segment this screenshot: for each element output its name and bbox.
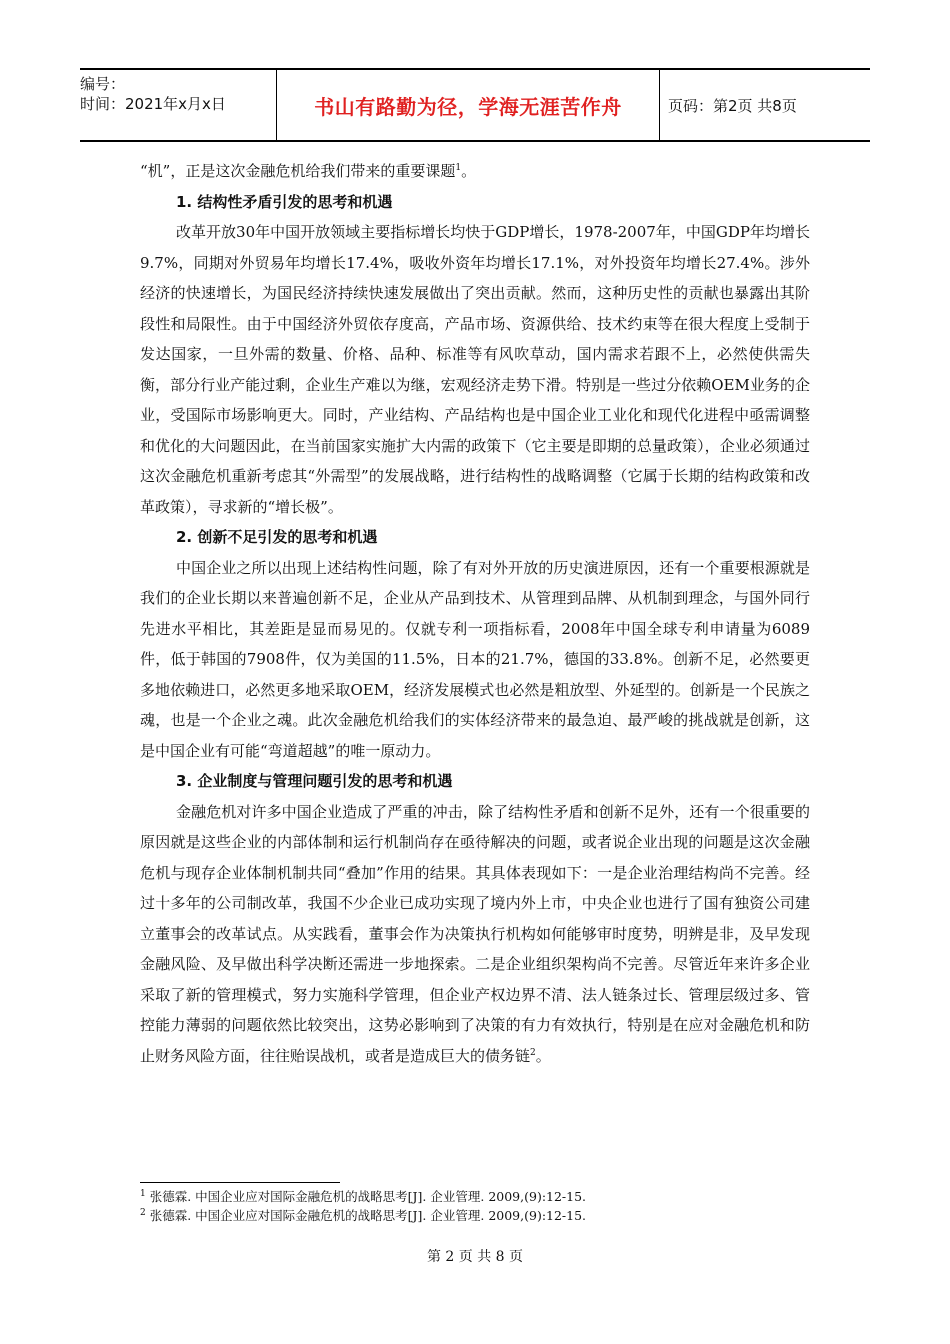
section-heading-2: 2. 创新不足引发的思考和机遇 — [176, 528, 378, 546]
document-date: 时间：2021年x月x日 — [80, 95, 226, 113]
section-heading-1: 1. 结构性矛盾引发的思考和机遇 — [176, 192, 393, 211]
paragraph-intro-text: “机”，正是这次金融危机给我们带来的重要课题 — [140, 162, 456, 180]
paragraph-management-end: 。 — [535, 1046, 551, 1065]
footnote-2-text: 张德霖. 中国企业应对国际金融危机的战略思考[J]. 企业管理. 2009,(9):12-15. — [149, 1208, 587, 1223]
body-content — [140, 156, 810, 1071]
footnote-ref-2[interactable]: 2 — [530, 1047, 536, 1058]
footnote-divider — [140, 1182, 340, 1183]
paragraph-management-text: 金融危机对许多中国企业造成了严重的冲击，除了结构性矛盾和创新不足外，还有一个很重要的原因就是这些企业的内部体制和运行机制尚存在亟待解决的问题，或者说企业出现的问题是这次金融危机与现存企业体制机制共同“叠加”作用的结果。其具体表现如下：一是企业治理结构尚不完善。经过十多年的公司制改革，我国不少企业已成功实现了境内外上市，中央企业也进行了国有独资公司建立董事会的改革试点。从实践看，董事会作为决策执行机构如何能够审时度势，明辨是非，及早发现金融风险、及早做出科学决断还需进一步地探索。二是企业组织架构尚不完善。尽管近年来许多企业采取了新的管理模式，努力实施科学管理，但企业产权边界不清、法人链条过长、管理层级过多、管控能力薄弱的问题依然比较突出，这势必影响到了决策的有力有效执行，特别是在应对金融危机和防止财务风险方面，往往贻误战机，或者是造成巨大的债务链 — [140, 802, 810, 1065]
document-id-label: 编号： — [80, 75, 126, 93]
paragraph-management — [140, 797, 810, 1072]
section-heading-3: 3. 企业制度与管理问题引发的思考和机遇 — [176, 772, 453, 790]
footnote-ref-1[interactable]: 1 — [455, 163, 462, 173]
footnote-1-number: 1 — [140, 1188, 146, 1199]
footnote-2 — [140, 1207, 820, 1225]
paragraph-innovation: 中国企业之所以出现上述结构性问题，除了有对外开放的历史演进原因，还有一个重要根源就是我们的企业长期以来普遍创新不足，企业从产品到技术、从管理到品牌、从机制到理念，与国外同行先进水平相比，其差距是显而易见的。仅就专利一项指标看，2008年中国全球专利申请量为6089件，低于韩国的7908件，仅为美国的11.5%，日本的21.7%，德国的33.8%。创新不足，必然要更多地依赖进口，必然更多地采取OEM，经济发展模式也必然是粗放型、外延型的。创新是一个民族之魂，也是一个企业之魂。此次金融危机给我们的实体经济带来的最急迫、最严峻的挑战就是创新，这是中国企业有可能“弯道超越”的唯一原动力。 — [140, 558, 810, 760]
footnote-1-text: 张德霖. 中国企业应对国际金融危机的战略思考[J]. 企业管理. 2009,(9):12-15. — [149, 1189, 587, 1204]
header-motto: 书山有路勤为径，学海无涯苦作舟 — [276, 70, 660, 140]
footnote-2-number: 2 — [140, 1207, 146, 1218]
paragraph-intro — [140, 156, 810, 187]
footnote-1 — [140, 1188, 820, 1206]
header-meta — [80, 70, 276, 140]
page-header — [80, 68, 870, 142]
header-page-info: 页码：第2页 共8页 — [668, 96, 797, 115]
paragraph-intro-end: 。 — [461, 162, 477, 180]
page-footer-number: 第 2 页 共 8 页 — [426, 1249, 524, 1265]
paragraph-structural: 改革开放30年中国开放领域主要指标增长均快于GDP增长，1978-2007年，中国GDP年均增长9.7%，同期对外贸易年均增长17.4%，吸收外资年均增长17.1%，对外投资年均增长27.4%。涉外经济的快速增长，为国民经济持续快速发展做出了突出贡献。然而，这种历史性的贡献也暴露出其阶段性和局限性。由于中国经济外贸依存度高，产品市场、资源供给、技术约束等在很大程度上受制于发达国家，一旦外需的数量、价格、品种、标准等有风吹草动，国内需求若跟不上，必然使供需失衡，部分行业产能过剩，企业生产难以为继，宏观经济走势下滑。特别是一些过分依赖OEM业务的企业，受国际市场影响更大。同时，产业结构、产品结构也是中国企业工业化和现代化进程中亟需调整和优化的大问题因此，在当前国家实施扩大内需的政策下（它主要是即期的总量政策），企业必须通过这次金融危机重新考虑其“外需型”的发展战略，进行结构性的战略调整（它属于长期的结构政策和改革政策），寻求新的“增长极”。 — [140, 223, 810, 516]
